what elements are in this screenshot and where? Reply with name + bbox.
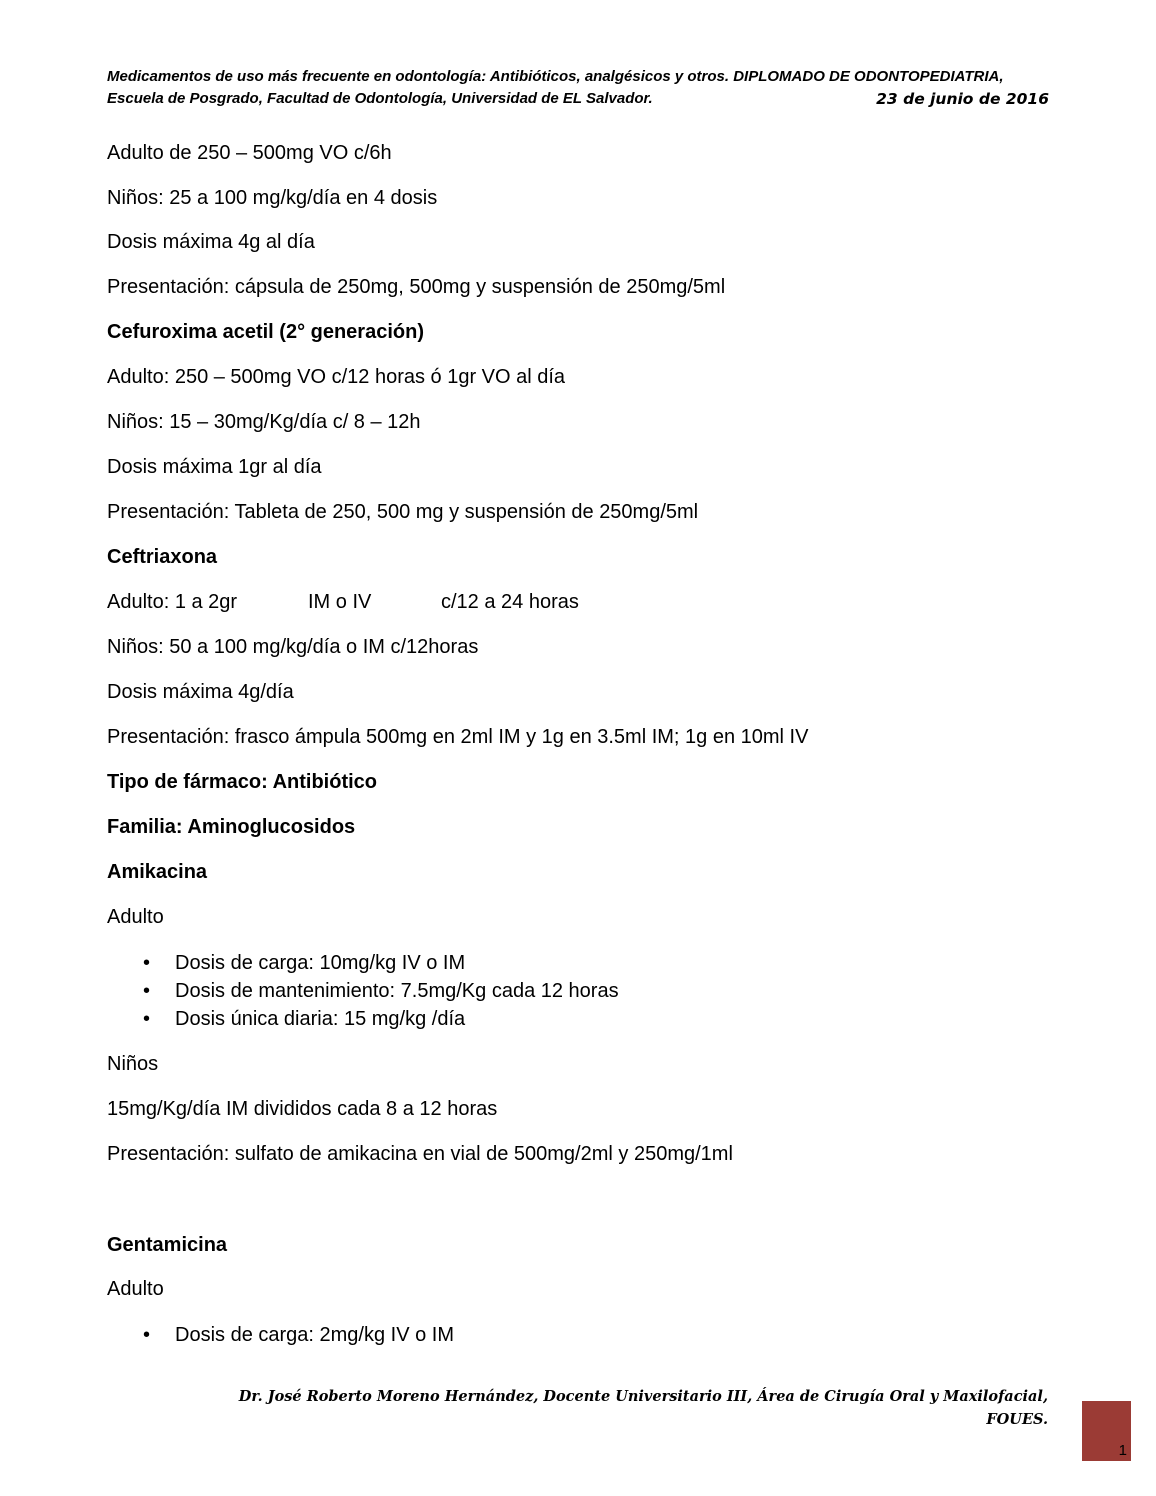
page-number-rule	[1082, 1459, 1131, 1461]
body-line: 15mg/Kg/día IM divididos cada 8 a 12 horas	[107, 1098, 498, 1120]
list-item	[143, 1007, 465, 1031]
section-heading: Amikacina	[107, 861, 208, 883]
body-line: Presentación: Tableta de 250, 500 mg y suspensión de 250mg/5ml	[107, 501, 699, 523]
header-title-line-2: Escuela de Posgrado, Facultad de Odontología, Universidad de EL Salvador.	[107, 90, 653, 107]
body-line: Presentación: cápsula de 250mg, 500mg y suspensión de 250mg/5ml	[107, 276, 726, 298]
footer-author-line: Dr. José Roberto Moreno Hernández, Docente Universitario III, Área de Cirugía Oral y Maxilofacial,	[238, 1388, 1048, 1405]
bullet-icon: •	[143, 952, 151, 974]
body-line: Adulto de 250 – 500mg VO c/6h	[107, 142, 392, 164]
tab-cell: c/12 a 24 horas	[441, 591, 579, 613]
body-line: Adulto: 250 – 500mg VO c/12 horas ó 1gr VO al día	[107, 366, 566, 388]
body-line: Dosis máxima 4g al día	[107, 231, 315, 253]
page-header	[107, 66, 1049, 110]
page-number-box	[1082, 1401, 1131, 1459]
body-line: Presentación: sulfato de amikacina en vial de 500mg/2ml y 250mg/1ml	[107, 1143, 733, 1165]
body-line: Presentación: frasco ámpula 500mg en 2ml IM y 1g en 3.5ml IM; 1g en 10ml IV	[107, 726, 809, 748]
body-line-tabbed	[107, 590, 579, 614]
section-heading: Familia: Aminoglucosidos	[107, 816, 356, 838]
body-line: Adulto	[107, 1278, 164, 1300]
section-heading: Tipo de fármaco: Antibiótico	[107, 771, 378, 793]
body-line: Dosis máxima 4g/día	[107, 681, 294, 703]
footer-institution: FOUES.	[986, 1411, 1048, 1428]
section-heading: Gentamicina	[107, 1234, 228, 1256]
header-title-line-1: Medicamentos de uso más frecuente en odontología: Antibióticos, analgésicos y otros. DIPLOMADO DE ODONTOPEDIATRIA,	[107, 68, 1004, 85]
header-date: 23 de junio de 2016	[876, 90, 1049, 108]
list-item	[143, 951, 465, 975]
list-item	[143, 1323, 454, 1347]
section-heading: Cefuroxima acetil (2° generación)	[107, 321, 424, 343]
tab-cell: IM o IV	[308, 591, 372, 613]
body-line: Niños: 15 – 30mg/Kg/día c/ 8 – 12h	[107, 411, 421, 433]
list-item-text: Dosis de carga: 10mg/kg IV o IM	[175, 952, 466, 974]
page-footer	[148, 1385, 1048, 1431]
list-item-text: Dosis única diaria: 15 mg/kg /día	[175, 1008, 466, 1030]
section-heading: Ceftriaxona	[107, 546, 218, 568]
bullet-icon: •	[143, 1324, 151, 1346]
bullet-icon: •	[143, 1008, 151, 1030]
bullet-icon: •	[143, 980, 151, 1002]
tab-cell: Adulto: 1 a 2gr	[107, 591, 238, 613]
body-line: Niños: 25 a 100 mg/kg/día en 4 dosis	[107, 187, 438, 209]
list-item	[143, 979, 619, 1003]
body-line: Adulto	[107, 906, 164, 928]
page-number: 1	[1118, 1442, 1127, 1459]
body-line: Dosis máxima 1gr al día	[107, 456, 322, 478]
list-item-text: Dosis de carga: 2mg/kg IV o IM	[175, 1324, 455, 1346]
body-line: Niños	[107, 1053, 159, 1075]
body-line: Niños: 50 a 100 mg/kg/día o IM c/12horas	[107, 636, 479, 658]
list-item-text: Dosis de mantenimiento: 7.5mg/Kg cada 12 horas	[175, 980, 619, 1002]
